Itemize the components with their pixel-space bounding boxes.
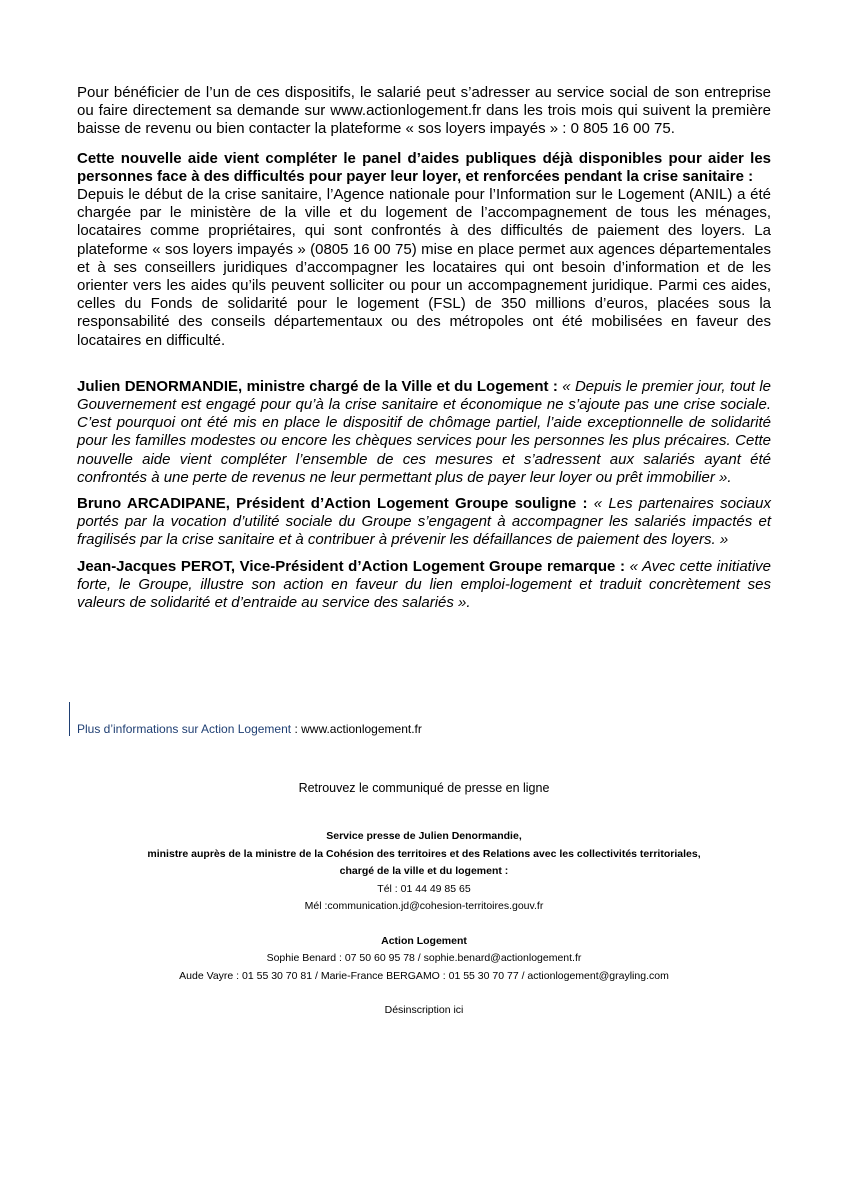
- al-contact-1: Sophie Benard : 07 50 60 95 78 / sophie.benard@actionlogement.fr: [266, 952, 582, 964]
- quote-text: « Depuis le premier jour, tout le Gouvernement est engagé pour qu’à la crise sanitaire et économique ne s’ajoute pas une crise sociale. C’est pourquoi ont été mis en place le dispositif de chômage partiel, l’aide exceptionnelle de solidarité pour les familles modestes ou encore les chèques services pour les personnes les plus précaires. Cette nouvelle aide vient compléter l’ensemble de ces mesures et s’adressent aux salariés ayant été confrontés à une perte de revenus ne leur permettant plus de payer leur loyer ou prêt immobilier ».: [77, 377, 771, 486]
- quote-speaker: Julien DENORMANDIE, ministre chargé de la Ville et du Logement :: [77, 377, 558, 395]
- anil-paragraph: Depuis le début de la crise sanitaire, l’Agence nationale pour l’Information sur le Logement (ANIL) a été chargée par le ministère de la ville et du logement de l’accompagnement de tous les ménages, locataires comme propriétaires, qui sont confrontés à des difficultés de paiement des loyers. La plateforme « sos loyers impayés » (0805 16 00 75) mise en place permet aux agences départementales et à ses conseillers juridiques d’accompagner les locataires qui ont besoin d’information et de les orienter vers les aides qu’ils peuvent solliciter ou pour un accompagnement juridique. Parmi ces aides, celles du Fonds de solidarité pour le logement (FSL) de 350 millions d’euros, placées sous la responsabilité des conseils départementaux ou des métropoles ont été mobilisées en faveur des locataires en difficulté.: [77, 186, 771, 349]
- quote-perot: [77, 558, 771, 613]
- quote-text: « Avec cette initiative forte, le Groupe, illustre son action en faveur du lien emploi-logement et traduit concrètement ses valeurs de solidarité et d’entraide au service des salariés ».: [77, 557, 771, 612]
- lead-paragraph: Cette nouvelle aide vient compléter le panel d’aides publiques déjà disponibles pour aider les personnes face à des difficultés pour payer leur loyer, et renforcées pendant la crise sanitaire :: [77, 149, 771, 185]
- more-info-label: Plus d’informations sur Action Logement: [77, 722, 292, 736]
- info-divider: [69, 702, 70, 736]
- action-logement-title: Action Logement: [381, 934, 467, 947]
- unsubscribe-link[interactable]: Désinscription ici: [384, 1004, 464, 1016]
- quote-speaker: Jean-Jacques PEROT, Vice-Président d’Action Logement Groupe remarque :: [77, 557, 625, 575]
- quote-speaker: Bruno ARCADIPANE, Président d’Action Logement Groupe souligne :: [77, 495, 588, 513]
- quote-text: « Les partenaires sociaux portés par la vocation d’utilité sociale du Groupe s’engagent à accompagner les salariés impactés et fragilisés par la crise sanitaire et à contribuer à prévenir les défaillances de paiement des loyers. »: [77, 495, 771, 549]
- quote-arcadipane: [77, 495, 771, 550]
- press-service-title: Service presse de Julien Denormandie,: [326, 830, 522, 842]
- al-contact-2: Aude Vayre : 01 55 30 70 81 / Marie-France BERGAMO : 01 55 30 70 77 / actionlogement@grayling.com: [179, 969, 669, 982]
- press-email[interactable]: Mél :communication.jd@cohesion-territoires.gouv.fr: [304, 900, 544, 912]
- quote-denormandie: [77, 378, 771, 487]
- more-info-line: Plus d’informations sur Action Logement : www.actionlogement.fr: [77, 722, 422, 736]
- press-contacts: Service presse de Julien Denormandie, ministre auprès de la ministre de la Cohésion des territoires et des Relations avec les collectivités territoriales, chargé de la ville et du logement : Tél : 01 44 49 85 65 Mél :communication.jd@cohesion-territoires.gouv.fr Action Logement Sophie Benard : 07 50 60 95 78 / sophie.benard@actionlogement.fr Aude Vayre : 01 55 30 70 81 / Marie-France BERGAMO : 01 55 30 70 77 / actionlogement@grayling.com Désinscription ici: [0, 828, 848, 1020]
- more-info-link[interactable]: www.actionlogement.fr: [301, 722, 422, 736]
- online-release-link[interactable]: Retrouvez le communiqué de presse en ligne: [298, 781, 550, 795]
- press-phone: Tél : 01 44 49 85 65: [377, 882, 471, 895]
- press-release-body: [77, 84, 771, 620]
- intro-paragraph: Pour bénéficier de l’un de ces dispositifs, le salarié peut s’adresser au service social de son entreprise ou faire directement sa demande sur www.actionlogement.fr dans les trois mois qui suivent la première baisse de revenu ou bien contacter la plateforme « sos loyers impayés » : 0 805 16 00 75.: [77, 84, 771, 138]
